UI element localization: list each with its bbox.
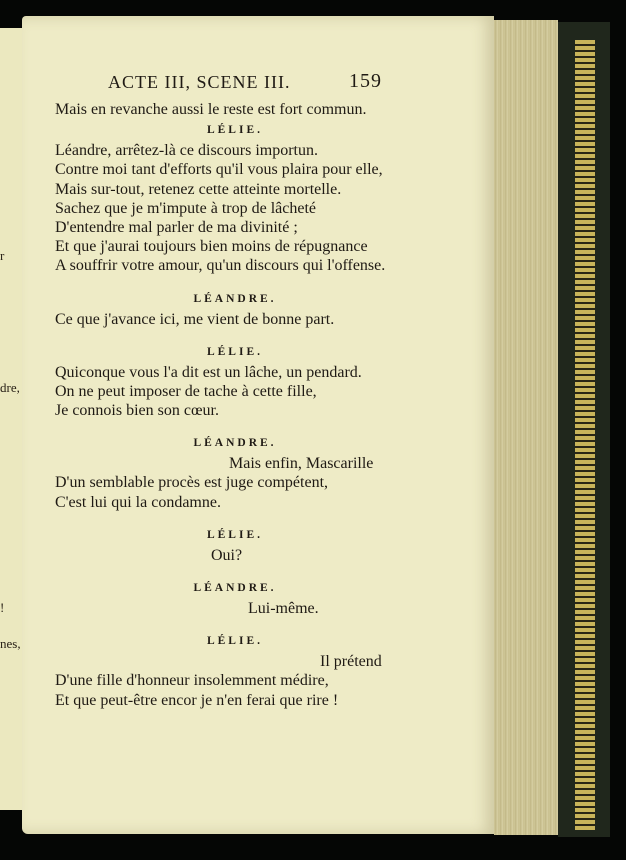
speaker-name: LÉLIE.	[206, 345, 264, 358]
left-page-fragment: r	[0, 248, 5, 263]
page-text	[55, 70, 415, 710]
verse-line: Et que peut-être encor je n'en ferai que rire !	[55, 691, 339, 709]
verse-line: Contre moi tant d'efforts qu'il vous plaira pour elle,	[55, 161, 383, 179]
speaker-name: LÉANDRE.	[193, 582, 277, 594]
speaker-name: LÉANDRE.	[193, 437, 277, 450]
speaker-name: LÉLIE.	[206, 528, 264, 541]
verse-line: Léandre, arrêtez-là ce discours importun.	[55, 142, 318, 160]
left-page-fragment: nes,	[0, 636, 21, 651]
verse-line: Il prétend	[320, 653, 382, 671]
speaker-name: LÉANDRE.	[193, 292, 277, 305]
verse-line: Quiconque vous l'a dit est un lâche, un pendard.	[55, 363, 362, 381]
page-number: 159	[349, 70, 382, 92]
speaker-name: LÉLIE.	[206, 124, 264, 137]
verse-line: Je connois bien son cœur.	[55, 402, 219, 420]
verse-line: D'une fille d'honneur insolemment médire,	[55, 672, 329, 690]
gilt-spine-band	[575, 40, 595, 830]
verse-line: Mais sur-tout, retenez cette atteinte mortelle.	[55, 180, 342, 198]
running-head: ACTE III, SCENE III.	[108, 72, 291, 92]
verse-line: Oui?	[211, 546, 243, 564]
verse-line: D'un semblable procès est juge compétent,	[55, 474, 329, 492]
verse-line: On ne peut imposer de tache à cette fille,	[55, 382, 317, 400]
verse-line: A souffrir votre amour, qu'un discours qui l'offense.	[55, 257, 386, 275]
verse-line: D'entendre mal parler de ma divinité ;	[55, 218, 298, 236]
verse-line: C'est lui qui la condamne.	[55, 493, 221, 511]
verse-line: Mais enfin, Mascarille	[229, 455, 374, 473]
left-page-fragment: !	[0, 600, 5, 615]
verse-line: Et que j'aurai toujours bien moins de répugnance	[55, 238, 368, 256]
verse-line: Sachez que je m'impute à trop de lâcheté	[55, 199, 316, 217]
left-page-fragment: dre,	[0, 380, 20, 395]
page-header	[55, 70, 415, 100]
verse-line: Lui-même.	[248, 600, 319, 617]
page-edges	[494, 20, 558, 835]
verse-line: Ce que j'avance ici, me vient de bonne part.	[55, 310, 335, 328]
speaker-name: LÉLIE.	[206, 635, 264, 648]
verse-line: Mais en revanche aussi le reste est fort commun.	[55, 101, 367, 118]
